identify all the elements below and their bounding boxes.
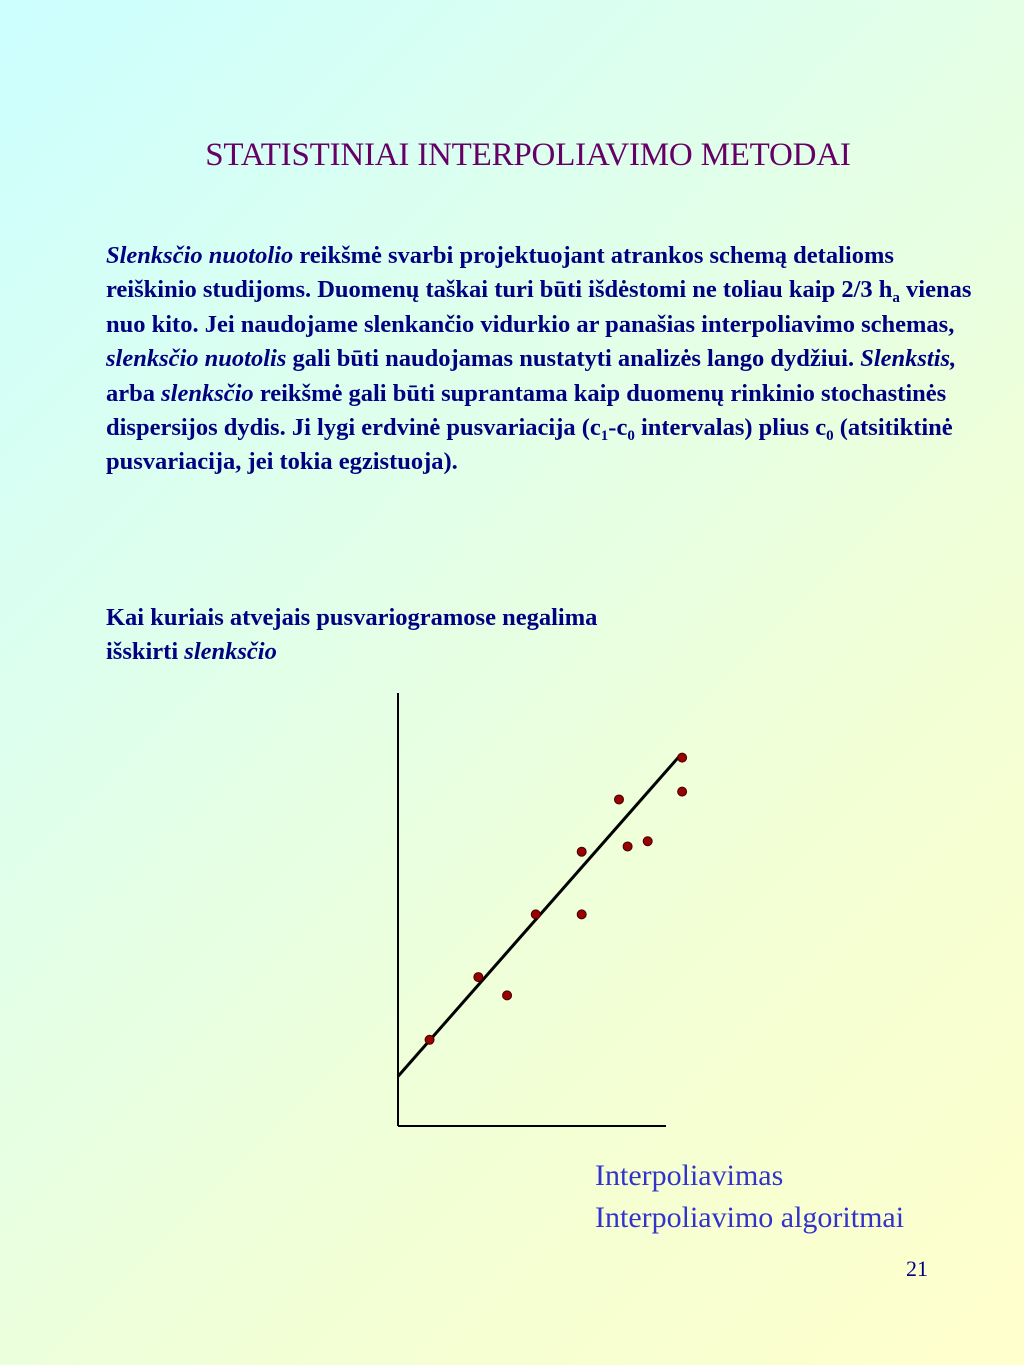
- data-point-5: [577, 910, 586, 919]
- data-point-9: [643, 837, 652, 846]
- link-interpolation-algorithms[interactable]: Interpoliavimo algoritmai: [595, 1201, 905, 1234]
- note-line-2: išskirti: [106, 638, 185, 666]
- term-threshold: Slenkstis,: [860, 345, 957, 373]
- data-point-2: [474, 973, 483, 982]
- term-threshold-value: slenksčio: [161, 379, 254, 407]
- link-interpolation[interactable]: Interpoliavimas: [595, 1159, 784, 1192]
- data-point-11: [678, 753, 687, 762]
- data-point-4: [531, 910, 540, 919]
- subscript-0: 0: [826, 428, 834, 445]
- paragraph-text: gali būti naudojamas nustatyti analizės lango dydžiui.: [286, 345, 861, 373]
- note-line-1: Kai kuriais atvejais pusvariogramose negalima: [106, 604, 598, 631]
- subscript-a: a: [892, 290, 900, 307]
- term-threshold-distance-2: slenksčio nuotolis: [106, 345, 287, 373]
- paragraph-text: intervalas) plius c: [634, 414, 827, 442]
- data-point-3: [503, 991, 512, 1000]
- subscript-1: 1: [600, 428, 609, 445]
- data-point-8: [623, 842, 632, 851]
- paragraph-text: reikšmė gali būti suprantama kaip duomenų rinkinio stochastinės dispersijos dydis. Ji lygi erdvinė pusvariacija (c: [106, 379, 947, 442]
- term-threshold-distance: Slenksčio nuotolio: [106, 242, 294, 269]
- paragraph-text: (atsitiktinė pusvariacija, jei tokia egzistuoja).: [106, 414, 953, 476]
- term-threshold-note: slenksčio: [184, 638, 277, 666]
- data-point-7: [614, 795, 623, 804]
- paragraph-text: arba: [106, 379, 162, 407]
- data-point-10: [678, 787, 687, 796]
- paragraph-text: vienas nuo kito. Jei naudojame slenkančio vidurkio ar panašias interpoliavimo schemas,: [106, 276, 972, 338]
- page-title: STATISTINIAI INTERPOLIAVIMO METODAI: [205, 137, 851, 173]
- data-point-6: [577, 847, 586, 856]
- paragraph-text: -c: [608, 414, 628, 442]
- subscript-0: 0: [627, 428, 635, 445]
- paragraph-text: reikšmė svarbi projektuojant atrankos schemą detalioms reiškinio studijoms. Duomenų taškai turi būti išdėstomi ne toliau kaip 2/3 h: [106, 242, 894, 304]
- page-number: 21: [906, 1256, 928, 1281]
- data-point-1: [425, 1035, 434, 1044]
